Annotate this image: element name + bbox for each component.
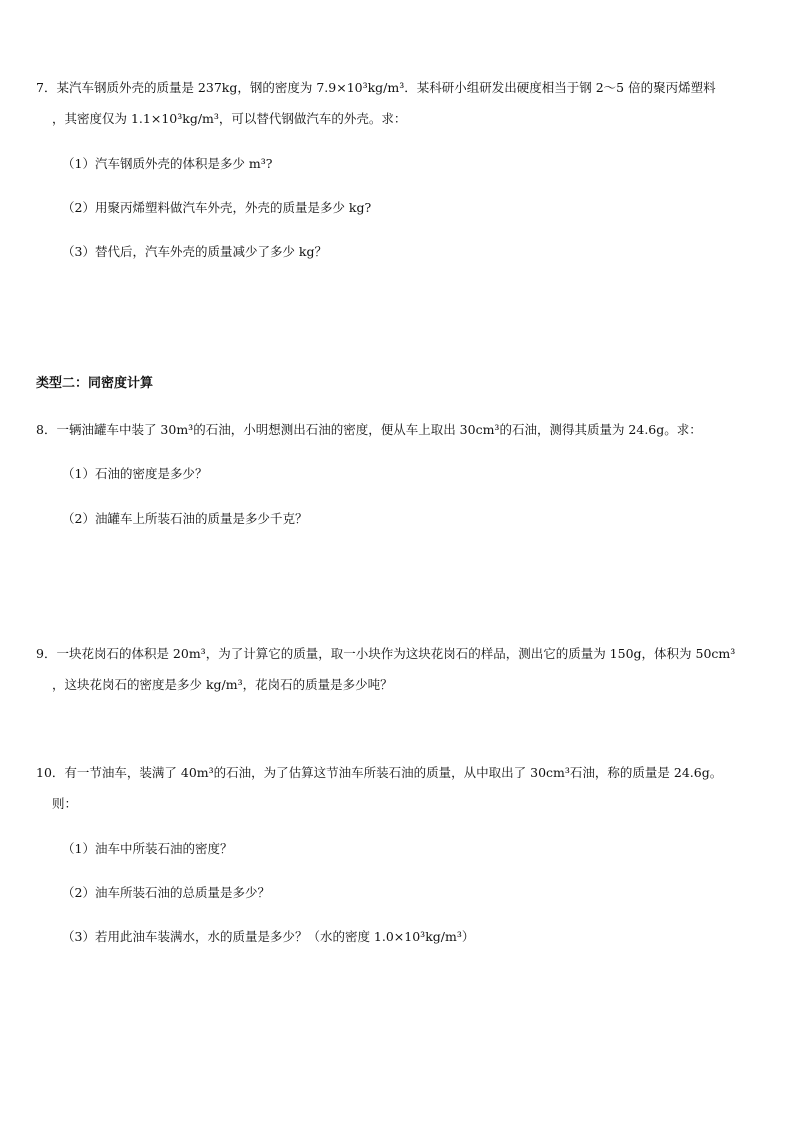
question-10-line-2: 则： xyxy=(52,796,78,811)
question-10-line-1: 10．有一节油车，装满了 40m³的石油，为了估算这节油车所装石油的质量，从中取出了 30cm³石油，称的质量是 24.6g。 xyxy=(36,765,723,780)
question-7-sub-2: （2）用聚丙烯塑料做汽车外壳，外壳的质量是多少 kg? xyxy=(62,200,372,215)
question-10-sub-1: （1）油车中所装石油的密度？ xyxy=(62,841,233,856)
question-9-line-1: 9．一块花岗石的体积是 20m³，为了计算它的质量，取一小块作为这块花岗石的样品，测出它的质量为 150g，体积为 50cm³ xyxy=(36,646,736,661)
question-8-line-1: 8．一辆油罐车中装了 30m³的石油，小明想测出石油的密度，便从车上取出 30cm³的石油，测得其质量为 24.6g。求： xyxy=(36,422,702,437)
question-8-sub-2: （2）油罐车上所装石油的质量是多少千克？ xyxy=(62,511,308,526)
question-7-sub-1: （1）汽车钢质外壳的体积是多少 m³? xyxy=(62,156,273,171)
section-heading: 类型二：同密度计算 xyxy=(36,376,154,391)
question-10-sub-2: （2）油车所装石油的总质量是多少？ xyxy=(62,885,270,900)
question-7-sub-3: （3）替代后，汽车外壳的质量减少了多少 kg？ xyxy=(62,244,328,259)
question-8-sub-1: （1）石油的密度是多少？ xyxy=(62,466,208,481)
question-10-sub-3: （3）若用此油车装满水，水的质量是多少？（水的密度 1.0×10³kg/m³） xyxy=(62,929,475,944)
question-7-line-2: ，其密度仅为 1.1×10³kg/m³，可以替代钢做汽车的外壳。求： xyxy=(52,111,407,126)
question-9-line-2: ，这块花岗石的密度是多少 kg/m³，花岗石的质量是多少吨？ xyxy=(52,677,393,692)
question-7-line-1: 7．某汽车钢质外壳的质量是 237kg，钢的密度为 7.9×10³kg/m³．某科研小组研发出硬度相当于钢 2～5 倍的聚丙烯塑料 xyxy=(36,80,716,95)
